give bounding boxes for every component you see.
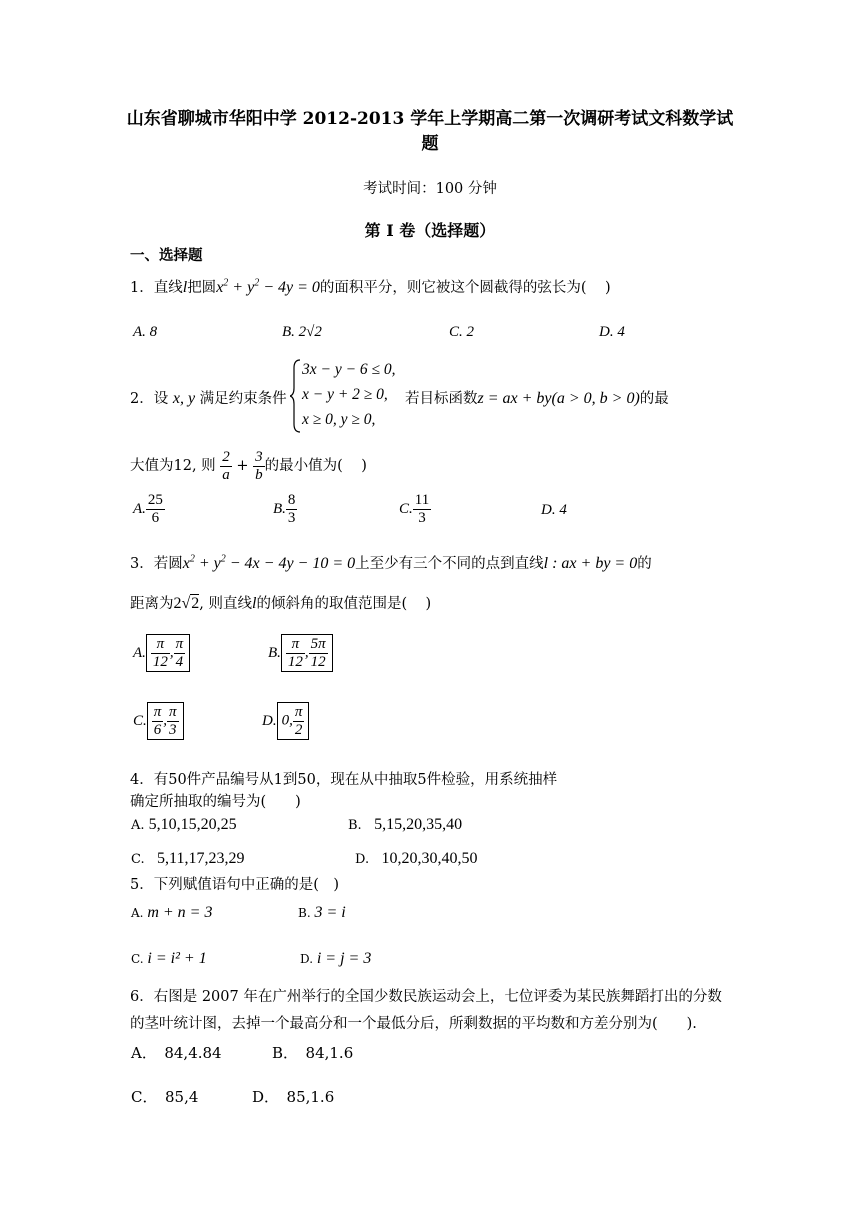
q6-line2: 的茎叶统计图，去掉一个最高分和一个最低分后，所剩数据的平均数和方差分别为( ). xyxy=(130,1016,697,1032)
q4-option-c: C. 5,11,17,23,29 xyxy=(131,850,245,867)
part-heading: 一、选择题 xyxy=(130,247,203,264)
q1-text: 把圆 xyxy=(187,280,217,296)
q1-option-a: A. 8 xyxy=(133,324,158,340)
q6-option-a: A． 84,4.84 xyxy=(131,1044,222,1062)
constraint-brace xyxy=(290,358,302,434)
q2-text: 的最 xyxy=(639,391,669,407)
q2-option-d: D. 4 xyxy=(541,502,567,518)
q4-option-a: A. 5,10,15,20,25 xyxy=(131,816,237,833)
q4-option-b: B. 5,15,20,35,40 xyxy=(348,816,463,833)
constraint-2: x − y + 2 ≥ 0, xyxy=(302,386,388,403)
q3-option-c: C. $\frac{\pi}{6}$ , $\frac{\pi}{3}$ xyxy=(133,702,184,740)
q1-text: 的面积平分，则它被这个圆截得的弦长为( xyxy=(319,280,587,296)
q2-objective: 若目标函数z = ax + by(a > 0, b > 0)的最 xyxy=(405,390,669,407)
doc-title-line1: 山东省聊城市华阳中学 2012-2013 学年上学期高二第一次调研考试文科数学试 xyxy=(126,109,734,129)
q5-option-c: C. i = i² + 1 xyxy=(131,950,207,967)
q3-text: 若圆 xyxy=(153,556,183,572)
q3-text: ) xyxy=(425,596,432,612)
q2-text: 满足约束条件 xyxy=(199,391,287,407)
q3-option-b: B. $\frac{\pi}{12}$ , $\frac{5\pi}{12}$ xyxy=(268,634,333,672)
q6-option-d: D． 85,1.6 xyxy=(252,1088,335,1106)
question-2: 2．设 x, y 满足约束条件 xyxy=(130,390,287,407)
q5-option-d: D. i = j = 3 xyxy=(300,950,372,967)
q5-option-b: B. 3 = i xyxy=(298,904,346,921)
q2-number: 2． xyxy=(130,391,154,407)
q3-number: 3． xyxy=(130,556,154,572)
q3-option-a: A. $\frac{\pi}{12}$ , $\frac{\pi}{4}$ xyxy=(133,634,190,672)
question-6: 6．右图是 2007 年在广州举行的全国少数民族运动会上，七位评委为某民族舞蹈打出的分数 xyxy=(130,989,722,1005)
q1-option-d: D. 4 xyxy=(599,324,625,340)
q1-option-c: C. 2 xyxy=(449,324,475,340)
q1-text: 直线 xyxy=(153,280,183,296)
section-title: 第 I 卷（选择题） xyxy=(364,221,496,240)
q2-option-a: A. $\frac{25}{6}$ xyxy=(133,492,163,526)
q3-option-d: D. 0, $\frac{\pi}{2}$ xyxy=(262,702,309,740)
question-5: 5．下列赋值语句中正确的是( ) xyxy=(130,877,340,893)
q6-option-b: B． 84,1.6 xyxy=(272,1044,354,1062)
q1-text: ) xyxy=(605,280,611,296)
q3-line2: 距离为2√2, 则直线l的倾斜角的取值范围是( ) xyxy=(130,595,432,612)
q2-text: ) xyxy=(361,458,367,474)
q2-text: 若目标函数 xyxy=(405,391,478,407)
question-4: 4．有50件产品编号从1到50，现在从中抽取5件检验，用系统抽样 xyxy=(130,772,558,788)
q3-text: 的倾斜角的取值范围是( xyxy=(256,596,408,612)
exam-time: 考试时间：100 分钟 xyxy=(363,181,497,197)
q1-option-b: B. 2√2 xyxy=(282,324,322,340)
question-3: 3．若圆$x^2 + y^2 - 4x - 4y - 10 = 0$上至少有三个不同的点到直线l : ax + by = 0的 xyxy=(130,553,652,572)
q6-option-c: C． 85,4 xyxy=(131,1088,199,1106)
q3-text: 上至少有三个不同的点到直线 xyxy=(355,556,544,572)
q2-option-c: C. $\frac{11}{3}$ xyxy=(399,492,430,526)
q1-number: 1． xyxy=(130,280,154,296)
q3-text: 的 xyxy=(637,556,652,572)
q2-option-b: B. $\frac{8}{3}$ xyxy=(273,492,296,526)
q5-option-a: A. m + n = 3 xyxy=(131,904,213,921)
q2-text: 大值为12, 则 xyxy=(130,458,216,474)
doc-title-line2: 题 xyxy=(421,134,439,154)
constraint-1: 3x − y − 6 ≤ 0, xyxy=(302,361,396,378)
constraint-3: x ≥ 0, y ≥ 0, xyxy=(302,411,376,428)
question-1: 1．直线l把圆$x^2 + y^2 - 4y = 0$的面积平分，则它被这个圆截得的弦长为( ) xyxy=(130,277,611,296)
q3-text: 距离为 xyxy=(130,596,174,612)
q2-line2: 大值为12, 则 $\frac{2}{a}$ + $\frac{3}{b}$ 的最小值为( ) xyxy=(130,449,367,483)
q4-option-d: D. 10,20,30,40,50 xyxy=(355,850,478,867)
q2-text: 设 xyxy=(153,391,169,407)
q3-text: , 则直线 xyxy=(199,596,252,612)
q2-text: 的最小值为( xyxy=(264,458,343,474)
q4-line2: 确定所抽取的编号为( ) xyxy=(130,794,301,810)
